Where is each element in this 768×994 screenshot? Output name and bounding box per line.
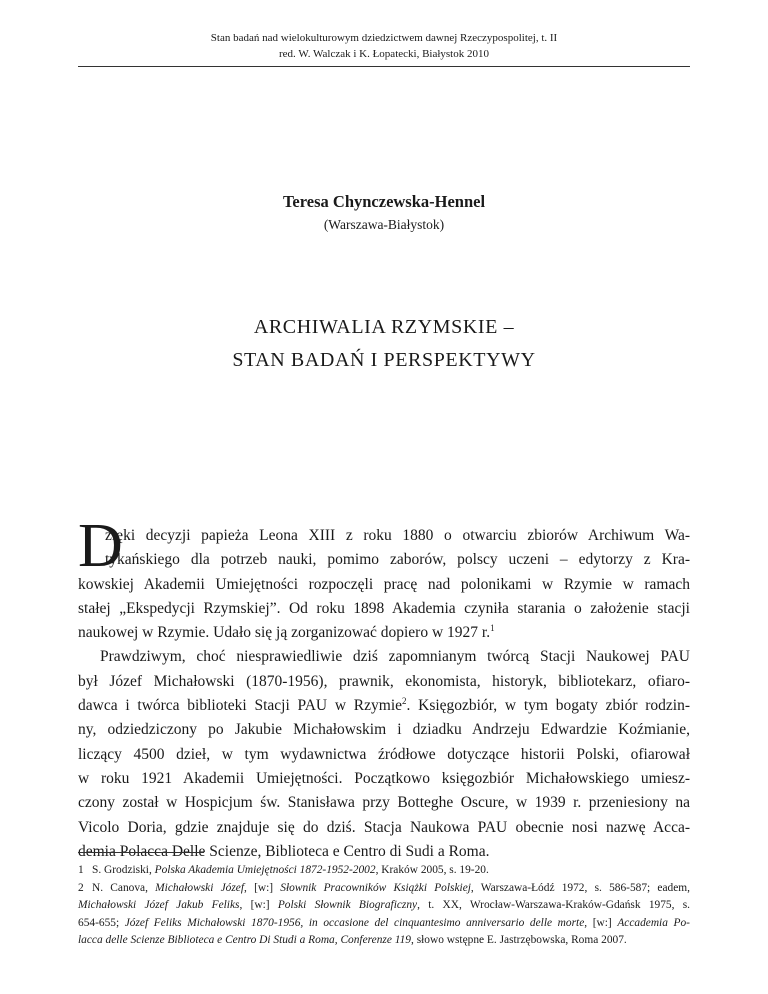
footnote-line [78, 862, 690, 880]
footnote-italic: Słownik Pracowników Książki Polskiej [280, 881, 471, 894]
footnote-italic: Accademia Po- [617, 916, 690, 929]
paragraph-1-text: naukowej w Rzymie. Udało się ją zorganizować dopiero w 1927 r. [78, 624, 491, 642]
footnote-line [78, 932, 690, 950]
footnote-text: N. Canova, [92, 881, 156, 894]
footnote-italic: Polska Akademia Umiejętności 1872-1952-2002 [154, 864, 376, 876]
footnote-italic: Józef Feliks Michałowski 1870-1956, in occasione del cinquantesimo anniversario delle morte [124, 916, 585, 929]
paragraph-1-line: stałej „Ekspedycji Rzymskiej”. Od roku 1898 Akademia czyniła starania o założenie stacji [78, 599, 690, 617]
paragraph-1-line [78, 621, 690, 645]
footnote-text: , t. XX, Wrocław-Warszawa-Kraków-Gdańsk 1975, s. [417, 899, 690, 912]
drop-cap: D [78, 512, 123, 580]
paragraph-2-line: czony został w Hospicjum św. Stanisława przy Botteghe Oscure, w 1939 r. przeniesiony na [78, 794, 690, 812]
body-text [78, 524, 690, 864]
header-rule [78, 66, 690, 67]
footnote-1 [78, 862, 690, 880]
footnote-text: 654-655; [78, 916, 125, 929]
paragraph-2-line: w roku 1921 Akademii Umiejętności. Początkowo księgozbiór Michałowskiego umiesz- [78, 769, 690, 787]
paragraph-2-line: Vicolo Doria, gdzie znajduje się do dziś. Stacja Naukowa PAU obecnie nosi nazwę Acca- [78, 818, 690, 836]
footnote-text: , [w:] [239, 899, 278, 912]
footnote-italic: Michałowski Józef [155, 881, 245, 894]
footnote-rule [78, 852, 204, 853]
paragraph-2-text: . Księgozbiór, w tym bogaty zbiór rodzin- [406, 697, 690, 715]
paragraph-2-line: był Józef Michałowski (1870-1956), prawnik, ekonomista, historyk, bibliotekarz, ofiaro- [78, 672, 690, 690]
paragraph-2-line: Prawdziwym, choć niesprawiedliwie dziś zapomnianym twórcą Stacji Naukowej PAU [100, 648, 690, 666]
footnote-text: , [w:] [244, 881, 281, 894]
footnote-text: , Warszawa-Łódź 1972, s. 586-587; eadem, [470, 881, 690, 894]
author-name: Teresa Chynczewska-Hennel [282, 192, 486, 211]
footnote-line [78, 897, 690, 915]
footnote-italic: Michałowski Józef Jakub Feliks [78, 899, 240, 912]
header-line-1: Stan badań nad wielokulturowym dziedzictwem dawnej Rzeczypospolitej, t. II [210, 32, 558, 44]
paragraph-2-line [78, 694, 690, 718]
paragraph-2-line: demia Polacca Delle Scienze, Biblioteca e Centro di Sudi a Roma. [78, 842, 490, 860]
footnotes [78, 862, 690, 950]
footnote-number: 2 [78, 881, 84, 894]
paragraph-2-line: liczący 4500 dzieł, w tym wydawnictwa źródłowe dotyczące historii Polski, ofiarował [78, 745, 690, 763]
article-title [78, 311, 690, 377]
title-line-2: STAN BADAŃ I PERSPEKTYWY [232, 349, 536, 371]
paragraph-1-line: kowskiej Akademii Umiejętności rozpoczęli pracę nad polonikami w Rzymie w ramach [78, 575, 690, 593]
footnote-number: 1 [78, 864, 84, 876]
footnote-text: , [w:] [584, 916, 618, 929]
paragraph-1-line: zięki decyzji papieża Leona XIII z roku 1880 o otwarciu zbiorów Archiwum Wa- [105, 527, 690, 544]
header-line-2: red. W. Walczak i K. Łopatecki, Białystok 2010 [278, 48, 489, 60]
footnote-italic: Polski Słownik Biograficzny [277, 899, 418, 912]
paragraph-1-line: tykańskiego dla potrzeb nauki, pomimo zaborów, polscy uczeni – edytorzy z Kra- [105, 551, 690, 569]
footnote-text: S. Grodziski, [92, 864, 155, 876]
footnote-text: , Kraków 2005, s. 19-20. [375, 864, 489, 876]
footnote-text: , słowo wstępne E. Jastrzębowska, Roma 2007. [411, 934, 627, 947]
footnote-line [78, 915, 690, 933]
footnote-ref-2: 2 [402, 695, 407, 706]
running-header [78, 30, 690, 62]
footnote-2 [78, 880, 690, 950]
paragraph-2-text: dawca i twórca biblioteki Stacji PAU w Rzymie [78, 697, 403, 715]
footnote-italic: lacca delle Scienze Biblioteca e Centro Di Studi a Roma, Conferenze 119 [78, 934, 411, 947]
paragraph-2-line: ny, odziedziczony po Jakubie Michałowskim i dziadku Andrzeju Edwardzie Koźmianie, [78, 721, 690, 739]
footnote-ref-1: 1 [490, 623, 495, 634]
author-affiliation: (Warszawa-Białystok) [323, 217, 445, 232]
title-line-1: ARCHIWALIA RZYMSKIE – [253, 316, 515, 338]
footnote-line [78, 880, 690, 898]
